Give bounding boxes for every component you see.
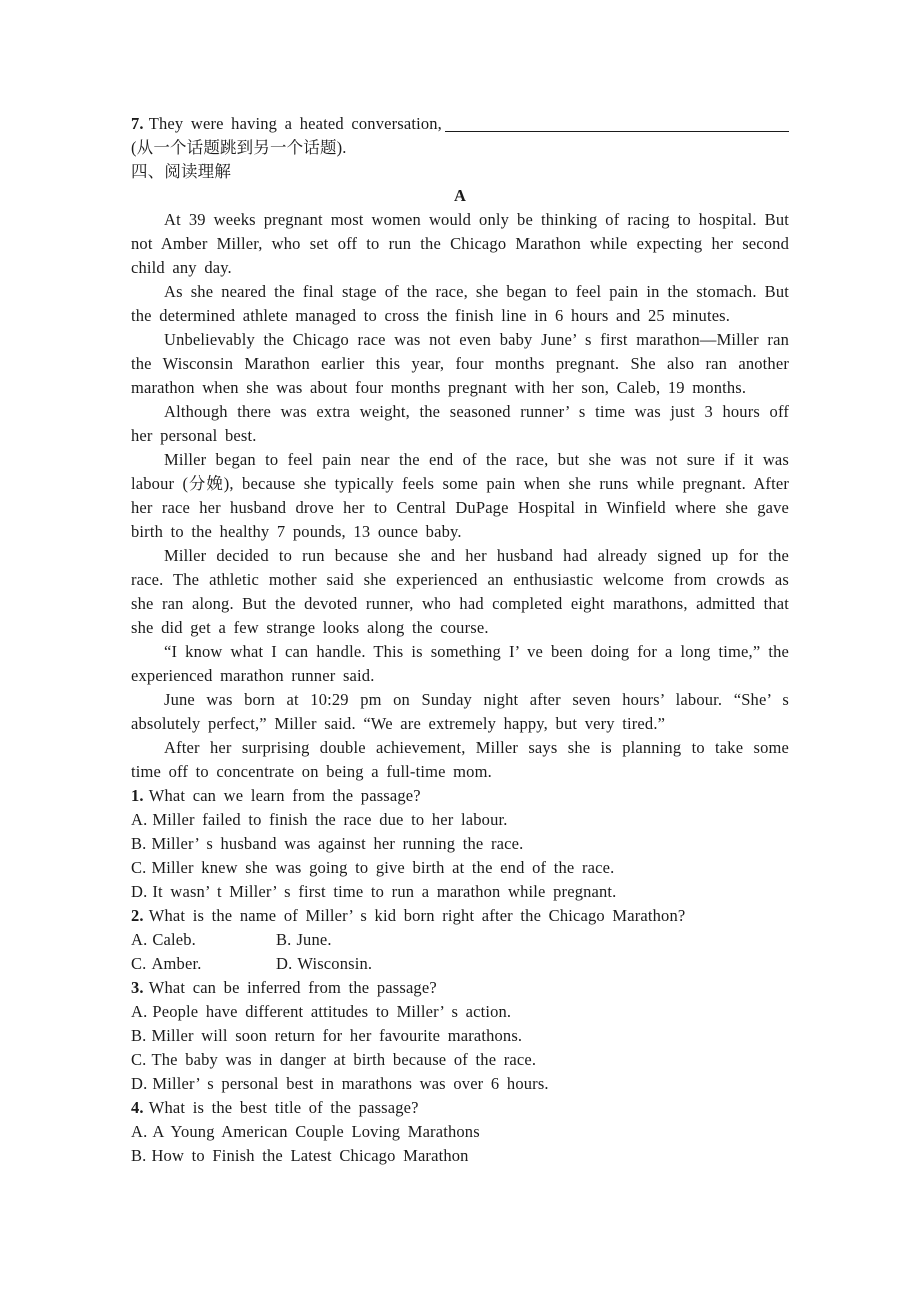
answer-option [131, 808, 789, 832]
passage-paragraph: At 39 weeks pregnant most women would only be thinking of racing to hospital. But not Amber Miller, who set off to run the Chicago Marathon while expecting her second child any day. [131, 210, 789, 277]
answer-option [131, 1144, 789, 1168]
answer-option [131, 856, 789, 880]
answer-option [131, 952, 276, 976]
question-number: 3. [131, 978, 144, 997]
question-line [131, 976, 789, 1000]
question-line [131, 1096, 789, 1120]
option-label: D. [276, 954, 293, 973]
options-row [131, 952, 789, 976]
item-text: They were having a heated conversation, [148, 114, 442, 133]
passage-paragraph: As she neared the final stage of the race, she began to feel pain in the stomach. But the determined athlete managed to cross the finish line in 6 hours and 25 minutes. [131, 282, 789, 325]
passage-paragraph: Miller began to feel pain near the end of the race, but she was not sure if it was labour (分娩), because she typically feels some pain when she runs while pregnant. After her race her husband drove her to Central DuPage Hospital in Winfield where she gave birth to the healthy 7 pounds, 13 ounce baby. [131, 450, 789, 541]
option-label: B. [131, 1146, 147, 1165]
question-text: What is the name of Miller’ s kid born right after the Chicago Marathon? [148, 906, 686, 925]
answer-option [131, 1120, 789, 1144]
option-text: People have different attitudes to Miller’ s action. [152, 1002, 512, 1021]
passage-paragraph: Miller decided to run because she and her husband had already signed up for the race. The athletic mother said she experienced an enthusiastic welcome from crowds as she ran along. But the devoted runner, who had completed eight marathons, admitted that she did get a few strange looks along the course. [131, 546, 789, 637]
question-block [131, 904, 789, 976]
option-text: Miller’ s husband was against her running the race. [151, 834, 524, 853]
option-label: A. [131, 930, 148, 949]
passage [131, 208, 789, 784]
option-label: C. [131, 954, 147, 973]
question-block [131, 1096, 789, 1168]
option-text: Miller will soon return for her favourite marathons. [151, 1026, 523, 1045]
fill-blank-item [131, 112, 789, 136]
option-text: How to Finish the Latest Chicago Marathon [151, 1146, 469, 1165]
answer-option [131, 1072, 789, 1096]
question-block [131, 976, 789, 1096]
option-text: June. [296, 930, 332, 949]
option-text: Caleb. [152, 930, 196, 949]
passage-paragraph: Unbelievably the Chicago race was not even baby June’ s first marathon—Miller ran the Wisconsin Marathon earlier this year, four months pregnant. She also ran another marathon when she was about four months pregnant with her son, Caleb, 19 months. [131, 330, 789, 397]
question-line [131, 784, 789, 808]
passage-paragraph: June was born at 10:29 pm on Sunday night after seven hours’ labour. “She’ s absolutely perfect,” Miller said. “We are extremely happy, but very tired.” [131, 690, 789, 733]
option-text: Miller failed to finish the race due to her labour. [152, 810, 508, 829]
passage-paragraph: After her surprising double achievement, Miller says she is planning to take some time off to concentrate on being a full-time mom. [131, 738, 789, 781]
option-label: C. [131, 1050, 147, 1069]
item-hint: (从一个话题跳到另一个话题). [131, 138, 347, 157]
option-label: B. [276, 930, 292, 949]
passage-paragraph: “I know what I can handle. This is something I’ ve been doing for a long time,” the experienced marathon runner said. [131, 642, 789, 685]
option-text: It wasn’ t Miller’ s first time to run a marathon while pregnant. [152, 882, 617, 901]
question-number: 1. [131, 786, 144, 805]
question-line [131, 904, 789, 928]
question-number: 4. [131, 1098, 144, 1117]
answer-option [131, 928, 276, 952]
answer-option [131, 1048, 789, 1072]
question-block [131, 784, 789, 904]
passage-label: A [453, 186, 467, 205]
answer-option [131, 1024, 789, 1048]
questions [131, 784, 789, 1168]
options-row [131, 928, 789, 952]
option-label: A. [131, 1122, 148, 1141]
answer-option [276, 952, 372, 976]
answer-option [131, 832, 789, 856]
answer-blank[interactable] [442, 112, 789, 136]
option-label: D. [131, 882, 148, 901]
option-text: A Young American Couple Loving Marathons [152, 1122, 480, 1141]
question-number: 2. [131, 906, 144, 925]
question-text: What can be inferred from the passage? [148, 978, 437, 997]
answer-option [276, 928, 332, 952]
option-label: C. [131, 858, 147, 877]
section-header: 四、阅读理解 [131, 162, 231, 181]
option-text: The baby was in danger at birth because of the race. [151, 1050, 537, 1069]
answer-option [131, 880, 789, 904]
answer-option [131, 1000, 789, 1024]
option-label: A. [131, 1002, 148, 1021]
option-text: Miller’ s personal best in marathons was over 6 hours. [152, 1074, 549, 1093]
option-label: B. [131, 1026, 147, 1045]
item-number: 7. [131, 114, 144, 133]
option-label: D. [131, 1074, 148, 1093]
question-text: What is the best title of the passage? [148, 1098, 419, 1117]
option-label: B. [131, 834, 147, 853]
question-text: What can we learn from the passage? [148, 786, 421, 805]
option-text: Wisconsin. [297, 954, 373, 973]
option-text: Miller knew she was going to give birth at the end of the race. [151, 858, 615, 877]
passage-paragraph: Although there was extra weight, the seasoned runner’ s time was just 3 hours off her personal best. [131, 402, 789, 445]
option-text: Amber. [151, 954, 202, 973]
option-label: A. [131, 810, 148, 829]
